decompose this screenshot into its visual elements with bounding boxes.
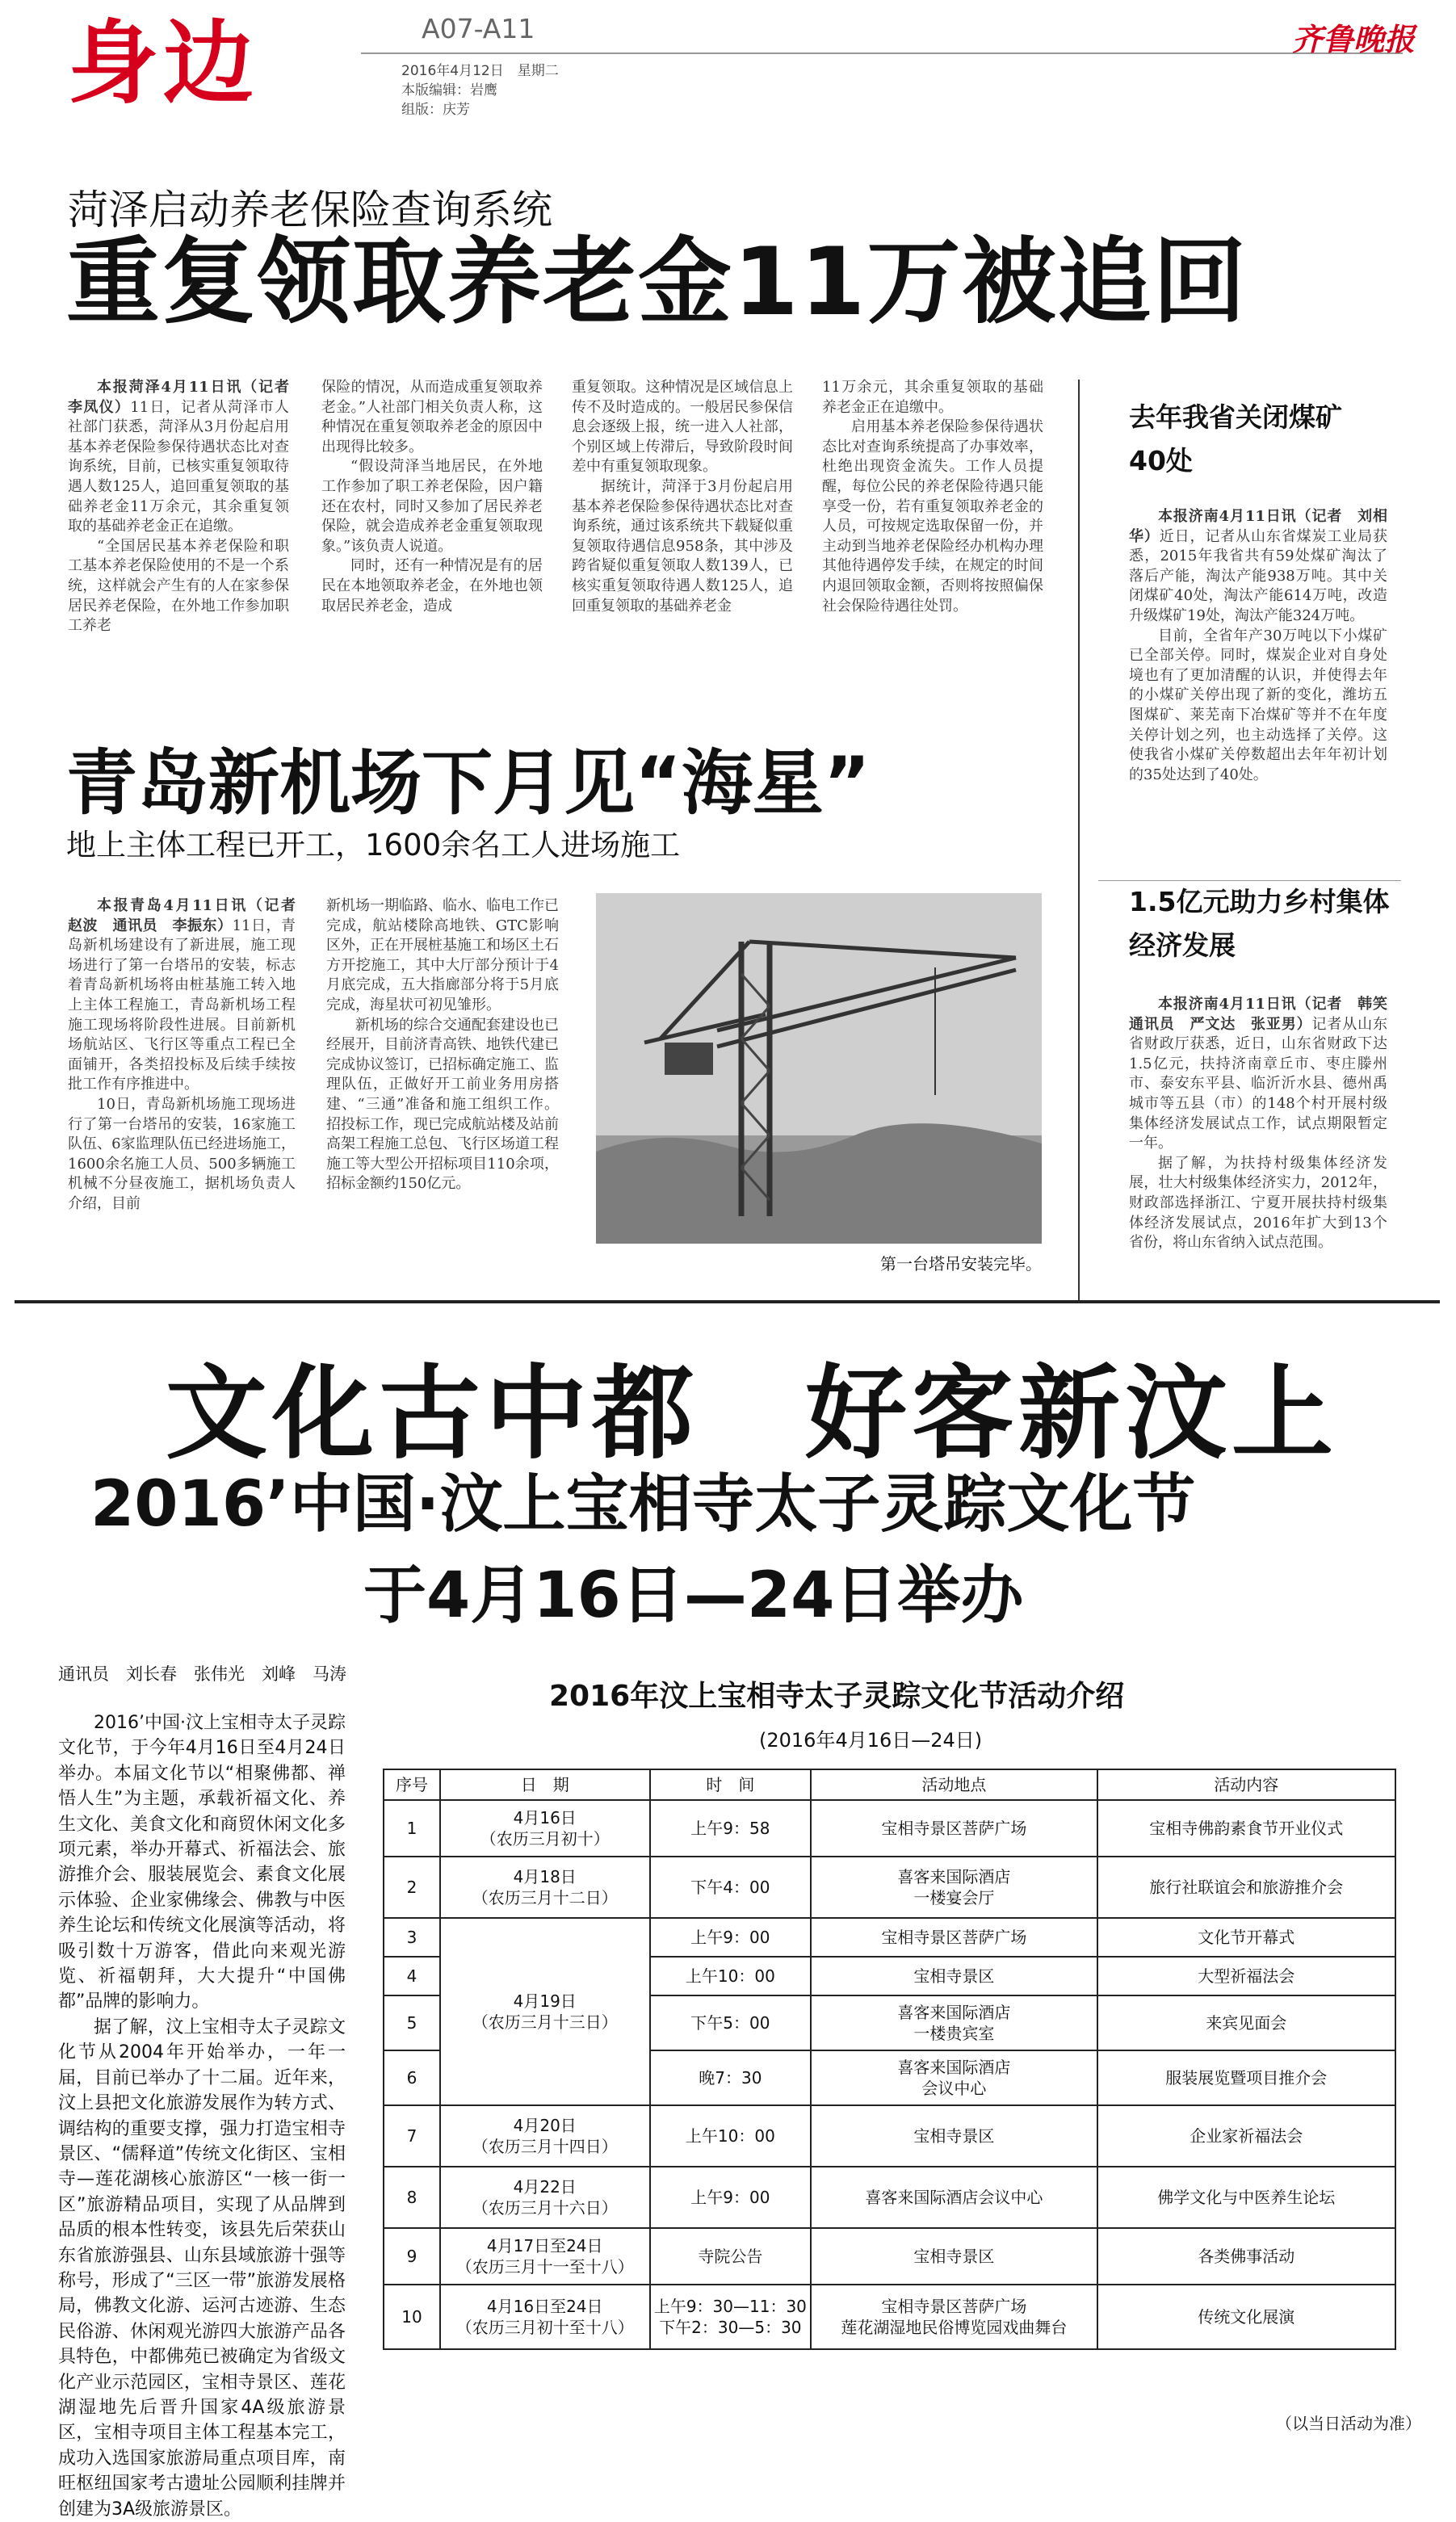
table-header: 序号 — [384, 1769, 440, 1800]
issue-editor: 本版编辑：岩鹰 — [401, 82, 497, 99]
masthead-rule — [361, 52, 1403, 54]
photo-caption: 第一台塔吊安装完毕。 — [880, 1254, 1042, 1274]
side2-headline: 1.5亿元助力乡村集体经济发展 — [1129, 886, 1390, 961]
table-row: 4 上午10：00 宝相寺景区 大型祈福法会 — [384, 1957, 1395, 1995]
tower-crane-photo — [596, 893, 1042, 1244]
column-divider — [1078, 380, 1080, 1300]
table-row: 3 4月19日 （农历三月十三日） 上午9：00 宝相寺景区菩萨广场 文化节开幕式 — [384, 1918, 1395, 1957]
crane-illustration — [596, 893, 1042, 1244]
table-header-row — [384, 1769, 1395, 1800]
story2-subhead: 地上主体工程已开工，1600余名工人进场施工 — [66, 828, 681, 862]
issue-date: 2016年4月12日 星期二 — [401, 63, 559, 79]
side2-body: 本报济南4月11日讯（记者 韩笑 通讯员 严文达 张亚男）记者从山东省财政厅获悉，近日，山东省财政下达1.5亿元，扶持济南章丘市、枣庄滕州市、泰安东平县、临沂沂水县、德州禹城市等五县（市）的148个村开展村级集体经济发展试点工作，试点期限暂定一年。 据了解，为扶持村级集体经济发展，壮大村级集体经济实力，2012年，财政部选择浙江、宁夏开展扶持村级集体经济发展试点，2016年扩大到13个省份，将山东省纳入试点范围。 — [1129, 996, 1402, 1252]
issue-layout: 组版：庆芳 — [401, 102, 470, 118]
story1-col4: 11万余元，其余重复领取的基础养老金正在追缴中。 启用基本养老保险参保待遇状态比对查询系统提高了办事效率，杜绝出现资金流失。工作人员提醒，每位公民的养老保险待遇只能享受一份，若有重复领取养老金的人员，可按规定选取保留一份，并主动到当地养老保险经办机构办理其他待遇停发手续，在规定的时间内退回领取金额，否则将按照偏保社会保险待遇往处罚。 — [822, 379, 1043, 615]
table-row: 9 4月17日至24日 （农历三月十一至十八） 寺院公告 宝相寺景区 各类佛事活动 — [384, 2228, 1395, 2285]
table-header: 活动地点 — [811, 1769, 1097, 1800]
story3-reporters: 通讯员 刘长春 张伟光 刘峰 马涛 — [58, 1664, 346, 1684]
side1-headline: 去年我省关闭煤矿40处 — [1129, 401, 1342, 476]
schedule-note: （以当日活动为准） — [1276, 2414, 1421, 2433]
story1-col3: 重复领取。这种情况是区域信息上传不及时造成的。一般居民参保信息会逐级上报，统一进入人社部，个别区域上传滞后，导致阶段时间差中有重复领取现象。 据统计，菏泽于3月份起启用基本养老保险参保待遇状态比对查询系统，通过该系统共下载疑似重复领取待遇信息958条，其中涉及跨省疑似重复领取人数139人，已核实重复领取待遇人数125人，追回重复领取的基础养老金 — [572, 379, 793, 615]
table-row: 7 4月20日 （农历三月十四日） 上午10：00 宝相寺景区 企业家祈福法会 — [384, 2105, 1395, 2167]
schedule-subtitle: (2016年4月16日—24日) — [759, 1729, 983, 1752]
page-range: A07-A11 — [422, 13, 535, 44]
story1-col1: 本报菏泽4月11日讯（记者 李凤仪）11日，记者从菏泽市人社部门获悉，菏泽从3月份起启用基本养老保险参保待遇状态比对查询系统，目前，已核实重复领取待遇人数125人，追回重复领取的基础养老金11万余元，其余重复领取的基础养老金正在追缴。 “全国居民基本养老保险和职工基本养老保险使用的不是一个系统，这样就会产生有的人在家参保居民养老保险，在外地工作参加职工养老 — [68, 379, 304, 635]
table-header: 活动内容 — [1097, 1769, 1395, 1800]
section-logo: 身边 — [68, 11, 258, 116]
story3-body: 2016’中国·汶上宝相寺太子灵踪文化节，于今年4月16日至4月24日举办。本届文化节以“相聚佛都、禅悟人生”为主题，承载祈福文化、养生文化、美食文化和商贸休闲文化多项元素，举办开幕式、祈福法会、旅游推介会、服装展览会、素食文化展示体验、企业家佛缘会、佛教与中医养生论坛和传统文化展演等活动，将吸引数十万游客，借此向来观光游览、祈福朝拜，大大提升“中国佛都”品牌的影响力。 据了解，汶上宝相寺太子灵踪文化节从2004年开始举办，一年一届，目前已举办了十二届。近年来，汶上县把文化旅游发展作为转方式、调结构的重要支撑，强力打造宝相寺景区、“儒释道”传统文化街区、宝相寺—莲花湖核心旅游区“一核一街一区”旅游精品项目，实现了从品牌到品质的根本性转变，该县先后荣获山东省旅游强县、山东县域旅游十强等称号，形成了“三区一带”旅游发展格局，佛教文化游、运河古迹游、生态民俗游、休闲观光游四大旅游产品各具特色，中都佛苑已被确定为省级文化产业示范园区，宝相寺景区、莲花湖湿地先后晋升国家4A级旅游景区，宝相寺项目主体工程基本完工，成功入选国家旅游局重点项目库，南旺枢纽国家考古遗址公园顺利挂牌并创建为3A级旅游景区。 — [58, 1713, 346, 2520]
story1-dateline: 本报菏泽4月11日讯（记者 李凤仪） — [68, 379, 304, 416]
newspaper-brand: 齐鲁晚报 — [1292, 21, 1416, 57]
story2-col1: 本报青岛4月11日讯（记者 赵波 通讯员 李振东）11日，青岛新机场建设有了新进展，施工现场进行了第一台塔吊的安装，标志着青岛新机场将由桩基施工转入地上主体工程施工，青岛新机场工程施工现场将阶段性进展。目前新机场航站区、飞行区等重点工程已全面铺开，各类招投标及后续手续按批工作有序推进中。 10日，青岛新机场施工现场进行了第一台塔吊的安装，16家施工队伍、6家监理队伍已经进场施工，1600余名施工人员、500多辆施工机械不分昼夜施工，据机场负责人介绍，目前 — [68, 897, 310, 1212]
table-row: 8 4月22日 （农历三月十六日） 上午9：00 喜客来国际酒店会议中心 佛学文化与中医养生论坛 — [384, 2167, 1395, 2228]
table-header: 时 间 — [650, 1769, 812, 1800]
schedule-title: 2016年汶上宝相寺太子灵踪文化节活动介绍 — [549, 1680, 1125, 1713]
story1-headline: 重复领取养老金11万被追回 — [66, 228, 1248, 337]
table-row: 2 4月18日 （农历三月十二日） 下午4：00 喜客来国际酒店 一楼宴会厅 旅行社联谊会和旅游推介会 — [384, 1857, 1395, 1918]
schedule-table — [383, 1769, 1396, 2350]
section-divider — [15, 1300, 1440, 1303]
story3-headline-main: 文化古中都 好客新汶上 — [166, 1354, 1338, 1473]
table-row: 1 4月16日 （农历三月初十） 上午9：58 宝相寺景区菩萨广场 宝相寺佛韵素食节开业仪式 — [384, 1800, 1395, 1857]
story2-col2: 新机场一期临路、临水、临电工作已完成，航站楼除高地铁、GTC影响区外，正在开展桩基施工和场区土石方开挖施工，其中大厅部分预计于4月底完成，五大指廊部分将于5月底完成，海星状可初见雏形。 新机场的综合交通配套建设也已经展开，目前济青高铁、地铁代建已完成协议签订，已招标确定施工、监理队伍，正做好开工前业务用房搭建、“三通”准备和施工组织工作。招投标工作，现已完成航站楼及站前高架工程施工总包、飞行区场道工程施工等大型公开招标项目110余项，招标金额约150亿元。 — [326, 897, 559, 1193]
story2-headline: 青岛新机场下月见“海星” — [66, 741, 871, 825]
table-row: 5 下午5：00 喜客来国际酒店 一楼贵宾室 来宾见面会 — [384, 1995, 1395, 2050]
table-header: 日 期 — [440, 1769, 650, 1800]
issue-info — [401, 61, 559, 120]
table-row: 6 晚7：30 喜客来国际酒店 会议中心 服装展览暨项目推介会 — [384, 2050, 1395, 2105]
story1-col2: 保险的情况，从而造成重复领取养老金。”人社部门相关负责人称，这种情况在重复领取养老金的原因中出现得比较多。 “假设菏泽当地居民，在外地工作参加了职工养老保险，因户籍还在农村，同时又参加了居民养老保险，就会造成养老金重复领取现象。”该负责人说道。 同时，还有一种情况是有的居民在本地领取养老金，在外地也领取居民养老金，造成 — [321, 379, 543, 615]
story1-kicker: 菏泽启动养老保险查询系统 — [68, 187, 552, 233]
side1-body: 本报济南4月11日讯（记者 刘相华）近日，记者从山东省煤炭工业局获悉，2015年我省共有59处煤矿淘汰了落后产能，淘汰产能938万吨。其中关闭煤矿40处，淘汰产能614万吨，改造升级煤矿19处，淘汰产能324万吨。 目前，全省年产30万吨以下小煤矿已全部关停。同时，煤炭企业对自身处境也有了更加清醒的认识，并使得去年的小煤矿关停出现了新的变化，潍坊五图煤矿、莱芜南下冶煤矿等并不在年度关停计划之列，也主动选择了关停。这使我省小煤矿关停数超出去年年初计划的35处达到了40处。 — [1129, 508, 1387, 783]
table-row: 10 4月16日至24日 （农历三月初十至十八） 上午9：30—11：30 下午2：30—5：30 宝相寺景区菩萨广场 莲花湖湿地民俗博览园戏曲舞台 传统文化展演 — [384, 2285, 1395, 2349]
story3-headline-date: 于4月16日—24日举办 — [363, 1559, 1024, 1632]
story3-headline-sub: 2016’中国·汶上宝相寺太子灵踪文化节 — [90, 1468, 1196, 1541]
